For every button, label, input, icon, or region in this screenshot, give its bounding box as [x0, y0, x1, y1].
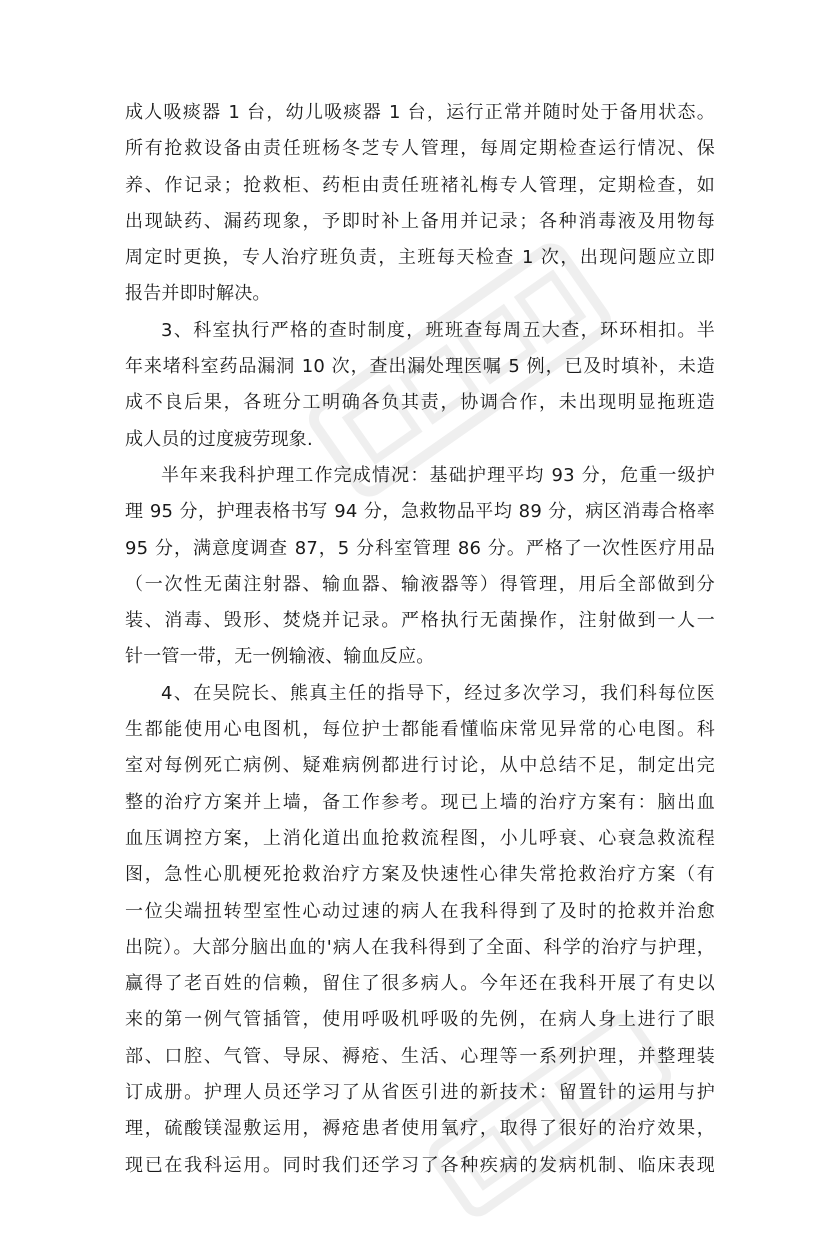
text-line: 一位尖端扭转型室性心动过速的病人在我科得到了及时的抢救并治愈 — [125, 900, 715, 922]
text-line: 出现缺药、漏药现象，予即时补上备用并记录；各种消毒液及用物每 — [125, 210, 715, 232]
text-line: 95 分，满意度调查 87，5 分科室管理 86 分。严格了一次性医疗用品 — [125, 537, 715, 559]
text-line: 装、消毒、毁形、焚烧并记录。严格执行无菌操作，注射做到一人一 — [125, 610, 715, 632]
text-line: 订成册。护理人员还学习了从省医引进的新技术：留置针的运用与护 — [125, 1082, 715, 1104]
text-line: 血压调控方案，上消化道出血抢救流程图，小儿呼衰、心衰急救流程 — [125, 827, 715, 849]
text-line: （一次性无菌注射器、输血器、输液器等）得管理，用后全部做到分 — [125, 573, 715, 595]
text-line: 生都能使用心电图机，每位护士都能看懂临床常见异常的心电图。科 — [125, 719, 715, 741]
text-line: 养、作记录；抢救柜、药柜由责任班褚礼梅专人管理，定期检查，如 — [125, 174, 715, 196]
text-line: 理，硫酸镁湿敷运用，褥疮患者使用氧疗，取得了很好的治疗效果， — [125, 1118, 715, 1140]
text-line: 报告并即时解决。 — [125, 283, 271, 305]
text-line: 现已在我科运用。同时我们还学习了各种疾病的发病机制、临床表现 — [125, 1154, 715, 1176]
text-line: 半年来我科护理工作完成情况：基础护理平均 93 分，危重一级护 — [161, 464, 715, 486]
text-line: 来的第一例气管插管，使用呼吸机呼吸的先例，在病人身上进行了眼 — [125, 1009, 715, 1031]
text-line: 周定时更换，专人治疗班负责，主班每天检查 1 次，出现问题应立即 — [125, 247, 715, 269]
text-line: 年来堵科室药品漏洞 10 次，查出漏处理医嘱 5 例，已及时填补，未造 — [125, 356, 715, 378]
text-line: 室对每例死亡病例、疑难病例都进行讨论，从中总结不足，制定出完 — [125, 755, 715, 777]
text-line: 成人员的过度疲劳现象. — [125, 428, 313, 450]
text-line: 成人吸痰器 1 台，幼儿吸痰器 1 台，运行正常并随时处于备用状态。 — [125, 102, 715, 123]
document-body — [125, 95, 715, 1184]
text-line: 赢得了老百姓的信赖，留住了很多病人。今年还在我科开展了有史以 — [125, 973, 715, 995]
text-line: 理 95 分，护理表格书写 94 分，急救物品平均 89 分，病区消毒合格率 — [125, 501, 715, 523]
text-line: 针一管一带，无一例输液、输血反应。 — [125, 646, 435, 668]
text-line: 整的治疗方案并上墙，备工作参考。现已上墙的治疗方案有：脑出血 — [125, 791, 715, 813]
text-line: 图，急性心肌梗死抢救治疗方案及快速性心律失常抢救治疗方案（有 — [125, 864, 715, 886]
text-line: 部、口腔、气管、导尿、褥疮、生活、心理等一系列护理，并整理装 — [125, 1045, 715, 1067]
text-line: 3、科室执行严格的查时制度，班班查每周五大查，环环相扣。半 — [161, 319, 715, 341]
text-line: 所有抢救设备由责任班杨冬芝专人管理，每周定期检查运行情况、保 — [125, 138, 715, 160]
text-line: 成不良后果，各班分工明确各负其责，协调合作，未出现明显拖班造 — [125, 392, 715, 414]
text-line: 4、在吴院长、熊真主任的指导下，经过多次学习，我们科每位医 — [161, 682, 715, 704]
text-line: 出院）。大部分脑出血的'病人在我科得到了全面、科学的治疗与护理， — [125, 936, 715, 958]
